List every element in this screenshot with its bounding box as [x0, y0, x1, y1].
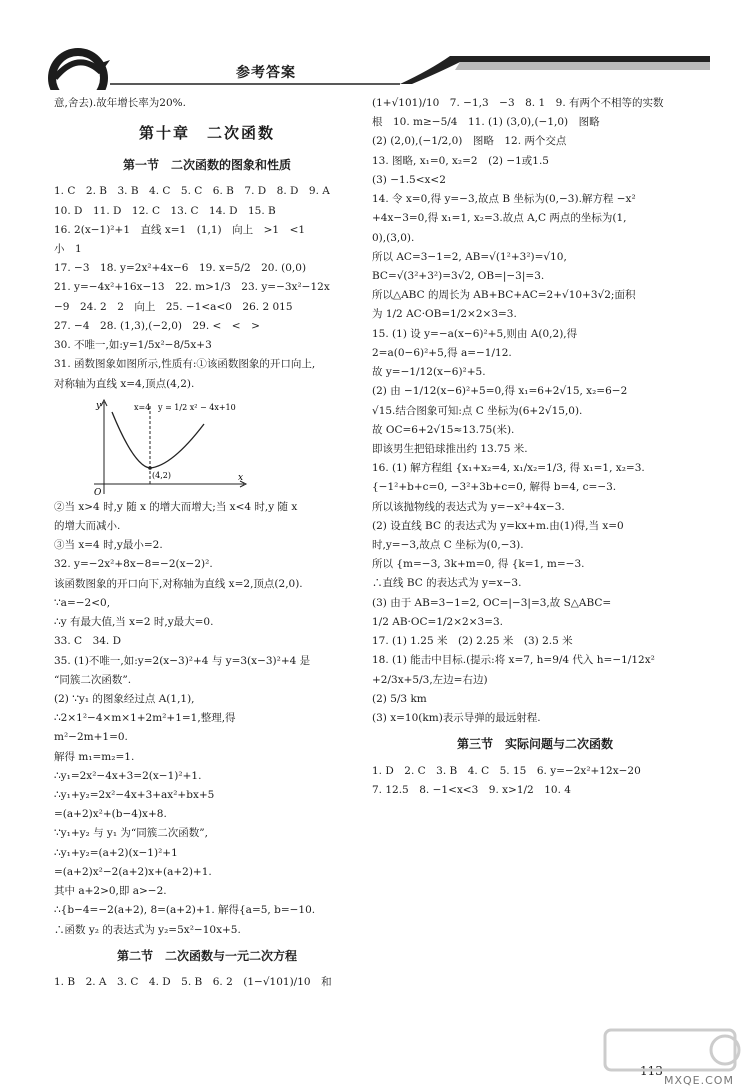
answer-line: (3) 由于 AB=3−1=2, OC=|−3|=3,故 S△ABC=	[372, 596, 612, 609]
answer-line: 7. 12.5 8. −1<x<3 9. x>1/2 10. 4	[372, 783, 571, 796]
answer-line: 为 1/2 AC·OB=1/2×2×3=3.	[372, 308, 517, 321]
answer-line: ③当 x=4 时,y最小=2.	[54, 539, 163, 552]
graph-label-y: y	[96, 400, 102, 411]
parabola-graph	[54, 396, 254, 496]
answer-line: ∴y 有最大值,当 x=2 时,y最大=0.	[54, 616, 214, 629]
answer-line: 小 1	[54, 243, 82, 256]
graph-label-origin: O	[94, 487, 102, 496]
answer-line: =(a+2)x²+(b−4)x+8.	[54, 808, 167, 821]
answer-line: ∵y₁+y₂ 与 y₁ 为“同簇二次函数”,	[54, 827, 208, 840]
answer-line: 故 OC=6+2√15≈13.75(米).	[372, 423, 515, 436]
section-title: 第一节 二次函数的图象和性质	[122, 157, 291, 172]
right-column	[372, 96, 698, 802]
answer-line: √15.结合图象可知:点 C 坐标为(6+2√15,0).	[372, 404, 583, 417]
left-column	[54, 96, 360, 994]
answer-line: +2/3x+5/3,左边=右边)	[372, 673, 488, 686]
answer-line: +4x−3=0,得 x₁=1, x₂=3.故点 A,C 两点的坐标为(1,	[372, 212, 627, 225]
answer-line: 17. −3 18. y=2x²+4x−6 19. x=5/2 20. (0,0)	[54, 262, 307, 275]
text-line: 意,舍去).故年增长率为20%.	[54, 97, 186, 109]
parabola-curve	[112, 412, 204, 468]
answer-line: 32. y=−2x²+8x−8=−2(x−2)².	[54, 558, 213, 571]
answer-line: ∴y₁+y₂=(a+2)(x−1)²+1	[54, 846, 178, 859]
answer-line: 1. D 2. C 3. B 4. C 5. 15 6. y=−2x²+12x−20	[372, 764, 641, 777]
answer-line: 即该男生把铅球推出约 13.75 米.	[372, 442, 528, 455]
graph-label-x: x	[238, 472, 244, 483]
section-title: 第三节 实际问题与二次函数	[456, 737, 613, 752]
answer-line: 故 y=−1/12(x−6)²+5.	[372, 366, 486, 379]
answer-line: 时,y=−3,故点 C 坐标为(0,−3).	[372, 539, 524, 552]
answer-line: 21. y=−4x²+16x−13 22. m>1/3 23. y=−3x²−12x	[54, 281, 330, 294]
answer-line: BC=√(3²+3²)=3√2, OB=|−3|=3.	[372, 269, 545, 282]
answer-line: (2) 设直线 BC 的表达式为 y=kx+m.由(1)得,当 x=0	[372, 519, 624, 532]
answer-line: 33. C 34. D	[54, 635, 122, 648]
answer-line: 18. (1) 能击中目标.(提示:将 x=7, h=9/4 代入 h=−1/12x²	[372, 654, 655, 667]
answer-line: (2) (2,0),(−1/2,0) 图略 12. 两个交点	[372, 135, 567, 148]
answer-line: ∴2×1²−4×m×1+2m²+1=1,整理,得	[54, 712, 236, 725]
answer-line: 16. 2(x−1)²+1 直线 x=1 (1,1) 向上 >1 <1	[54, 223, 306, 236]
answer-line: (2) 由 −1/12(x−6)²+5=0,得 x₁=6+2√15, x₂=6−2	[372, 385, 628, 398]
answer-line: 其中 a+2>0,即 a>−2.	[54, 885, 167, 898]
answer-line: 2=a(0−6)²+5,得 a=−1/12.	[372, 346, 512, 359]
answer-line: 的增大而减小.	[54, 519, 121, 532]
answer-line: ∴函数 y₂ 的表达式为 y₂=5x²−10x+5.	[54, 923, 241, 936]
answer-line: ∴直线 BC 的表达式为 y=x−3.	[372, 577, 522, 590]
answer-line: 所以 {m=−3, 3k+m=0, 得 {k=1, m=−3.	[372, 558, 585, 571]
answer-line: 该函数图象的开口向下,对称轴为直线 x=2,顶点(2,0).	[54, 577, 303, 590]
answer-line: 所以△ABC 的周长为 AB+BC+AC=2+√10+3√2;面积	[372, 289, 636, 302]
answer-line: 16. (1) 解方程组 {x₁+x₂=4, x₁/x₂=1/3, 得 x₁=1, x₂=3.	[372, 462, 645, 475]
answer-line: 1. B 2. A 3. C 4. D 5. B 6. 2 (1−√101)/10 和	[54, 976, 332, 989]
graph-label-vertex: (4,2)	[152, 470, 171, 480]
answer-line: ∴{b−4=−2(a+2), 8=(a+2)+1. 解得{a=5, b=−10.	[54, 904, 316, 917]
answer-line: m²−2m+1=0.	[54, 731, 128, 744]
answer-line: (1+√101)/10 7. −1,3 −3 8. 1 9. 有两个不相等的实数	[372, 97, 664, 109]
answer-line: 1. C 2. B 3. B 4. C 5. C 6. B 7. D 8. D 9. A	[54, 185, 330, 198]
answer-line: 13. 图略, x₁=0, x₂=2 (2) −1或1.5	[372, 154, 549, 167]
section-title: 第二节 二次函数与一元二次方程	[116, 948, 297, 963]
answer-line: 14. 令 x=0,得 y=−3,故点 B 坐标为(0,−3).解方程 −x²	[372, 193, 636, 206]
page-number: 113	[640, 1064, 663, 1078]
answer-line: ∵a=−2<0,	[54, 596, 111, 609]
answer-line: 解得 m₁=m₂=1.	[54, 750, 135, 763]
answer-line: 10. D 11. D 12. C 13. C 14. D 15. B	[54, 204, 276, 217]
answer-line: 对称轴为直线 x=4,顶点(4,2).	[54, 377, 195, 390]
chapter-title: 第十章 二次函数	[138, 124, 275, 143]
answer-line: =(a+2)x²−2(a+2)x+(a+2)+1.	[54, 865, 212, 878]
watermark-text: MXQE.COM	[664, 1074, 734, 1087]
answer-line: (2) 5/3 km	[372, 692, 427, 705]
answer-line: 所以该抛物线的表达式为 y=−x²+4x−3.	[372, 500, 565, 513]
answer-line: 根 10. m≥−5/4 11. (1) (3,0),(−1,0) 图略	[372, 116, 600, 129]
answer-line: (3) x=10(km)表示导弹的最远射程.	[372, 712, 541, 724]
answer-line: 31. 函数图象如图所示,性质有:①该函数图象的开口向上,	[54, 358, 316, 371]
page-header	[0, 0, 750, 90]
answer-line: 1/2 AB·OC=1/2×2×3=3.	[372, 615, 503, 628]
graph-label-function: y = 1/2 x² − 4x+10	[158, 402, 236, 412]
answer-line: 30. 不唯一,如:y=1/5x²−8/5x+3	[54, 339, 212, 352]
answer-line: 35. (1)不唯一,如:y=2(x−3)²+4 与 y=3(x−3)²+4 是	[54, 654, 311, 667]
answer-line: 17. (1) 1.25 米 (2) 2.25 米 (3) 2.5 米	[372, 635, 573, 648]
answer-line: 0),(3,0).	[372, 231, 415, 244]
answer-line: 15. (1) 设 y=−a(x−6)²+5,则由 A(0,2),得	[372, 327, 578, 340]
answer-line: (3) −1.5<x<2	[372, 173, 446, 186]
answer-line: −9 24. 2 2 向上 25. −1<a<0 26. 2 015	[54, 300, 293, 313]
answer-line: ∴y₁=2x²−4x+3=2(x−1)²+1.	[54, 769, 202, 782]
answer-line: “同簇二次函数”.	[54, 673, 132, 686]
header-title: 参考答案	[236, 65, 296, 81]
answer-line: {−1²+b+c=0, −3²+3b+c=0, 解得 b=4, c=−3.	[372, 481, 617, 494]
answer-line: ②当 x>4 时,y 随 x 的增大而增大;当 x<4 时,y 随 x	[54, 500, 298, 513]
answer-line: 所以 AC=3−1=2, AB=√(1²+3²)=√10,	[372, 250, 567, 263]
graph-label-axis: x=4	[134, 402, 151, 412]
answer-line: (2) ∵y₁ 的图象经过点 A(1,1),	[54, 692, 195, 705]
answer-line: ∴y₁+y₂=2x²−4x+3+ax²+bx+5	[54, 789, 215, 802]
answer-line: 27. −4 28. (1,3),(−2,0) 29. < < >	[54, 319, 260, 332]
header-decoration	[0, 0, 750, 90]
